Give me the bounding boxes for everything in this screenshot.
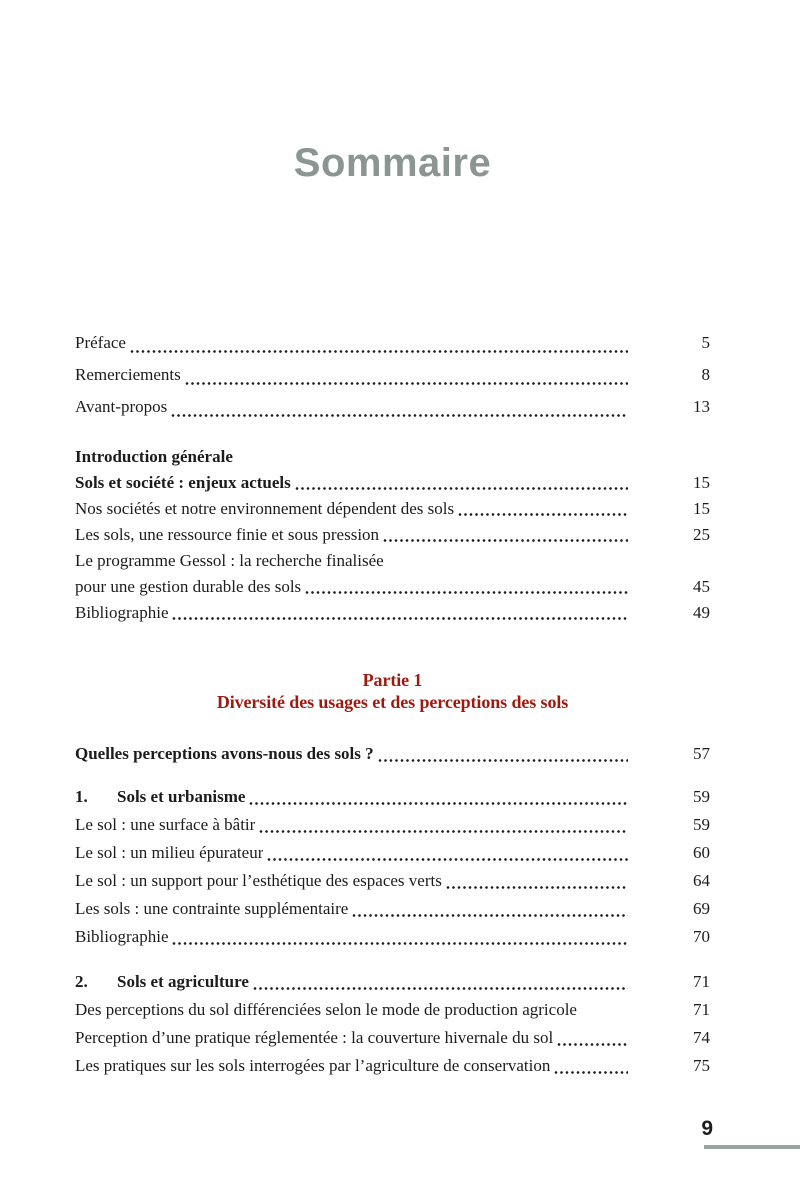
toc-row	[75, 783, 710, 811]
toc-entry-label: Sols et agriculture	[117, 972, 249, 991]
toc-page-number: 15	[693, 499, 710, 518]
dot-leader	[557, 1042, 628, 1047]
dot-leader	[352, 913, 628, 918]
toc-section-front-matter	[75, 327, 710, 423]
toc-entry-label: Perception d’une pratique réglementée : la couverture hivernale du sol	[75, 1028, 554, 1047]
dot-leader	[249, 801, 628, 806]
toc-row	[75, 496, 710, 522]
dot-leader	[253, 986, 628, 991]
toc-entry-label: Avant-propos	[75, 397, 168, 416]
part-heading-line1: Partie 1	[362, 670, 423, 690]
toc-page-number: 45	[693, 577, 710, 596]
toc-entry-label: Des perceptions du sol différenciées selon le mode de production agricole	[75, 1000, 577, 1019]
dot-leader	[130, 349, 628, 354]
toc-entry-label: Le sol : une surface à bâtir	[75, 815, 256, 834]
toc-page-number: 75	[693, 1056, 710, 1075]
toc-row	[75, 327, 710, 359]
toc-page-number: 71	[693, 1000, 710, 1019]
part-heading-line2: Diversité des usages et des perceptions des sols	[216, 692, 569, 712]
dot-leader	[446, 885, 628, 890]
dot-leader	[458, 512, 628, 517]
dot-leader	[378, 758, 628, 763]
toc-row	[75, 867, 710, 895]
toc-row	[75, 895, 710, 923]
toc-entry-label: Les sols : une contrainte supplémentaire	[75, 899, 349, 918]
toc-row	[75, 740, 710, 768]
toc-entry-label: Bibliographie	[75, 603, 169, 622]
toc-page-number: 49	[693, 603, 710, 622]
toc-page-number: 69	[693, 899, 710, 918]
toc-page-number: 57	[693, 744, 710, 763]
folio-rule	[704, 1145, 800, 1149]
toc-row	[75, 839, 710, 867]
toc-page-number: 25	[693, 525, 710, 544]
toc-row	[75, 574, 710, 600]
dot-leader	[267, 857, 628, 862]
toc-entry-label: Bibliographie	[75, 927, 169, 946]
toc-section-part-1	[75, 669, 710, 713]
toc-page-number: 15	[693, 473, 710, 492]
toc-page-number: 13	[693, 397, 710, 416]
toc-section-introduction	[75, 444, 710, 626]
page-title: Sommaire	[293, 141, 492, 185]
toc	[75, 327, 710, 1080]
toc-row	[75, 923, 710, 951]
toc-entry-label: Les sols, une ressource finie et sous pression	[75, 525, 380, 544]
dot-leader	[171, 413, 628, 418]
toc-entry-label: Les pratiques sur les sols interrogées par l’agriculture de conservation	[75, 1056, 551, 1075]
toc-section-part-1-intro	[75, 740, 710, 768]
toc-row	[75, 600, 710, 626]
toc-entry-label: Remerciements	[75, 365, 181, 384]
dot-leader	[554, 1070, 628, 1075]
folio-page-number: 9	[701, 1117, 713, 1140]
toc-row	[75, 470, 710, 496]
toc-page-number: 71	[693, 972, 710, 991]
toc-page-number: 59	[693, 787, 710, 806]
toc-page-number: 74	[693, 1028, 710, 1047]
toc-page-number: 70	[693, 927, 710, 946]
toc-page-number: 59	[693, 815, 710, 834]
part-heading	[75, 669, 710, 713]
dot-leader	[172, 616, 628, 621]
toc-row	[75, 996, 710, 1024]
dot-leader	[305, 590, 628, 595]
toc-row	[75, 811, 710, 839]
toc-page-number: 64	[693, 871, 710, 890]
toc-entry-label: Nos sociétés et notre environnement dépendent des sols	[75, 499, 455, 518]
dot-leader	[185, 381, 628, 386]
toc-page-number: 8	[701, 365, 710, 384]
dot-leader	[295, 486, 628, 491]
toc-entry-label: Le programme Gessol : la recherche finalisée	[75, 551, 384, 570]
toc-row	[75, 359, 710, 391]
dot-leader	[581, 1014, 628, 1019]
toc-page-number: 5	[701, 333, 710, 352]
chapter-number: 1.	[75, 787, 88, 806]
toc-row	[75, 548, 710, 574]
toc-entry-label: Le sol : un support pour l’esthétique des espaces verts	[75, 871, 442, 890]
toc-entry-label: Quelles perceptions avons-nous des sols ?	[75, 744, 374, 763]
toc-row	[75, 1052, 710, 1080]
dot-leader	[172, 941, 628, 946]
toc-entry-label: Introduction générale	[75, 447, 233, 466]
toc-page-number: 60	[693, 843, 710, 862]
chapter-number: 2.	[75, 972, 88, 991]
toc-entry-label: Sols et urbanisme	[117, 787, 246, 806]
toc-row	[75, 522, 710, 548]
toc-section-chapter-2	[75, 968, 710, 1080]
toc-entry-label: Sols et société : enjeux actuels	[75, 473, 291, 492]
toc-row	[75, 391, 710, 423]
toc-entry-label: pour une gestion durable des sols	[75, 577, 302, 596]
toc-entry-label: Préface	[75, 333, 126, 352]
dot-leader	[259, 829, 628, 834]
dot-leader	[383, 538, 628, 543]
toc-row	[75, 444, 710, 470]
toc-section-chapter-1	[75, 783, 710, 951]
toc-row	[75, 1024, 710, 1052]
toc-entry-label: Le sol : un milieu épurateur	[75, 843, 264, 862]
toc-row	[75, 968, 710, 996]
